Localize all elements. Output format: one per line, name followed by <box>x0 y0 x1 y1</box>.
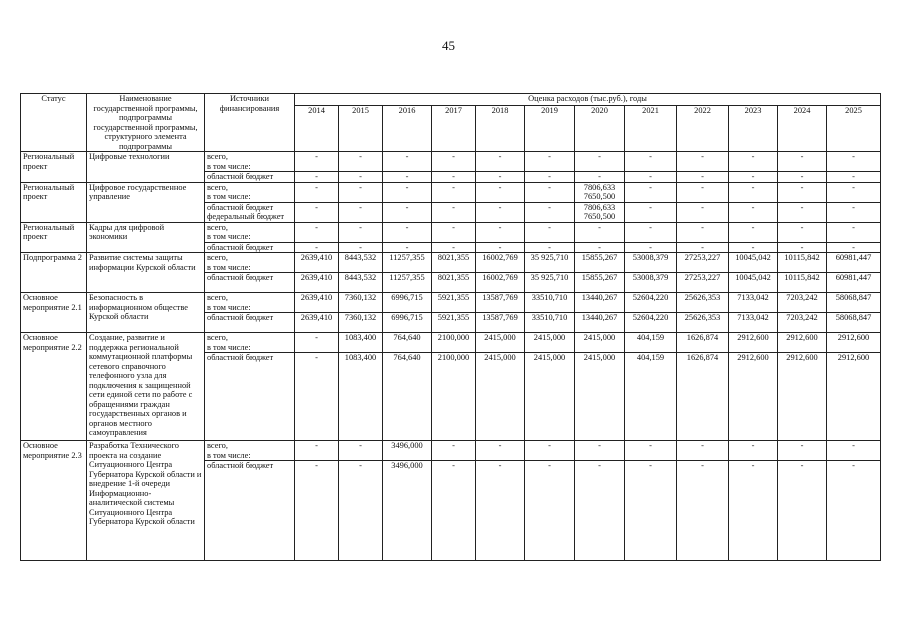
row-source: областной бюджет <box>205 242 295 253</box>
value-cell: - <box>295 461 339 561</box>
value-cell: - <box>432 461 476 561</box>
row-source: всего, в том числе: <box>205 293 295 313</box>
table-row <box>21 182 881 202</box>
value-cell: 5921,355 <box>432 313 476 333</box>
year-header: 2024 <box>778 106 827 152</box>
value-cell: - <box>729 242 778 253</box>
value-cell: 53008,379 <box>625 273 677 293</box>
value-cell: 2912,600 <box>827 333 881 353</box>
value-cell: - <box>575 172 625 183</box>
value-cell: - <box>677 242 729 253</box>
value-cell: - <box>525 202 575 222</box>
value-cell: 52604,220 <box>625 293 677 313</box>
value-cell: - <box>677 152 729 172</box>
table-row <box>21 152 881 172</box>
year-header: 2021 <box>625 106 677 152</box>
value-cell: - <box>625 182 677 202</box>
table-body <box>21 152 881 561</box>
value-cell: 2912,600 <box>778 353 827 441</box>
value-cell: 2415,000 <box>476 333 525 353</box>
value-cell: 404,159 <box>625 353 677 441</box>
table-row <box>21 222 881 242</box>
page-number: 45 <box>442 38 455 53</box>
value-cell: - <box>525 172 575 183</box>
value-cell: 2912,600 <box>729 353 778 441</box>
header-name: Наименование государственной программы, подпрограммы государственной программы, структурного элемента подпрограммы <box>87 94 205 152</box>
value-cell: - <box>432 202 476 222</box>
year-header: 2017 <box>432 106 476 152</box>
value-cell: 8021,355 <box>432 253 476 273</box>
header-estimate: Оценка расходов (тыс.руб.), годы <box>295 94 881 106</box>
value-cell: 2415,000 <box>525 333 575 353</box>
year-header: 2020 <box>575 106 625 152</box>
value-cell: - <box>778 222 827 242</box>
value-cell: 2912,600 <box>729 333 778 353</box>
value-cell: 7133,042 <box>729 313 778 333</box>
row-name: Развитие системы защиты информации Курской области <box>87 253 205 293</box>
value-cell: 16002,769 <box>476 253 525 273</box>
value-cell: 2100,000 <box>432 333 476 353</box>
value-cell: - <box>827 202 881 222</box>
value-cell: 1626,874 <box>677 333 729 353</box>
value-cell: - <box>625 222 677 242</box>
row-status: Подпрограмма 2 <box>21 253 87 293</box>
value-cell: - <box>625 441 677 461</box>
value-cell: - <box>575 461 625 561</box>
row-status: Основное мероприятие 2.2 <box>21 333 87 441</box>
value-cell: - <box>778 242 827 253</box>
value-cell: - <box>778 182 827 202</box>
value-cell: - <box>476 441 525 461</box>
row-name: Цифровые технологии <box>87 152 205 183</box>
header-row <box>21 94 881 106</box>
value-cell: - <box>295 182 339 202</box>
value-cell: - <box>677 441 729 461</box>
value-cell: - <box>827 242 881 253</box>
value-cell: - <box>575 242 625 253</box>
value-cell: - <box>432 172 476 183</box>
row-status: Региональный проект <box>21 182 87 222</box>
value-cell: - <box>729 182 778 202</box>
value-cell: 35 925,710 <box>525 273 575 293</box>
value-cell: 25626,353 <box>677 313 729 333</box>
value-cell: - <box>339 152 383 172</box>
year-header: 2014 <box>295 106 339 152</box>
value-cell: - <box>729 441 778 461</box>
value-cell: - <box>339 441 383 461</box>
value-cell: - <box>295 202 339 222</box>
year-header: 2015 <box>339 106 383 152</box>
value-cell: - <box>432 242 476 253</box>
value-cell: 8443,532 <box>339 273 383 293</box>
value-cell: 27253,227 <box>677 253 729 273</box>
value-cell: 7360,132 <box>339 313 383 333</box>
row-status: Основное мероприятие 2.1 <box>21 293 87 333</box>
value-cell: - <box>677 182 729 202</box>
value-cell: 7133,042 <box>729 293 778 313</box>
value-cell: 10045,042 <box>729 273 778 293</box>
value-cell: 15855,267 <box>575 253 625 273</box>
year-header: 2022 <box>677 106 729 152</box>
value-cell: - <box>729 202 778 222</box>
value-cell: 8443,532 <box>339 253 383 273</box>
row-source: всего, в том числе: <box>205 253 295 273</box>
value-cell: - <box>778 172 827 183</box>
value-cell: 2415,000 <box>525 353 575 441</box>
value-cell: 35 925,710 <box>525 253 575 273</box>
value-cell: 52604,220 <box>625 313 677 333</box>
value-cell: - <box>383 182 432 202</box>
value-cell: 7360,132 <box>339 293 383 313</box>
row-name: Кадры для цифровой экономики <box>87 222 205 253</box>
value-cell: - <box>778 441 827 461</box>
value-cell: 7203,242 <box>778 293 827 313</box>
value-cell: 7806,633 7650,500 <box>575 202 625 222</box>
value-cell: 5921,355 <box>432 293 476 313</box>
value-cell: - <box>295 172 339 183</box>
value-cell: - <box>827 222 881 242</box>
value-cell: 25626,353 <box>677 293 729 313</box>
row-status: Основное мероприятие 2.3 <box>21 441 87 561</box>
value-cell: - <box>476 182 525 202</box>
table-row <box>21 293 881 313</box>
value-cell: 764,640 <box>383 353 432 441</box>
row-name: Разработка Технического проекта на создание Ситуационного Центра Губернатора Курской области и внедрение 1-й очереди Информационно-аналитической системы Ситуационного Центра Губернатора Курской области <box>87 441 205 561</box>
value-cell: - <box>525 152 575 172</box>
year-header: 2016 <box>383 106 432 152</box>
year-header: 2023 <box>729 106 778 152</box>
value-cell: 2912,600 <box>778 333 827 353</box>
value-cell: - <box>476 222 525 242</box>
value-cell: - <box>778 202 827 222</box>
value-cell: 58068,847 <box>827 293 881 313</box>
value-cell: - <box>432 152 476 172</box>
value-cell: - <box>339 242 383 253</box>
value-cell: - <box>432 222 476 242</box>
row-status: Региональный проект <box>21 222 87 253</box>
row-source: всего, в том числе: <box>205 152 295 172</box>
value-cell: 13440,267 <box>575 293 625 313</box>
year-header: 2019 <box>525 106 575 152</box>
value-cell: 1083,400 <box>339 333 383 353</box>
table-row <box>21 333 881 353</box>
value-cell: 58068,847 <box>827 313 881 333</box>
year-header: 2018 <box>476 106 525 152</box>
value-cell: - <box>295 441 339 461</box>
value-cell: 2639,410 <box>295 313 339 333</box>
value-cell: - <box>295 152 339 172</box>
value-cell: - <box>295 242 339 253</box>
row-source: областной бюджет <box>205 313 295 333</box>
value-cell: - <box>432 182 476 202</box>
value-cell: 2415,000 <box>575 353 625 441</box>
value-cell: - <box>729 461 778 561</box>
value-cell: - <box>295 222 339 242</box>
value-cell: - <box>827 172 881 183</box>
value-cell: - <box>729 152 778 172</box>
value-cell: 6996,715 <box>383 293 432 313</box>
value-cell: 33510,710 <box>525 313 575 333</box>
value-cell: - <box>827 441 881 461</box>
value-cell: - <box>677 222 729 242</box>
row-source: всего, в том числе: <box>205 441 295 461</box>
value-cell: 15855,267 <box>575 273 625 293</box>
value-cell: - <box>432 441 476 461</box>
row-source: областной бюджет <box>205 461 295 561</box>
value-cell: - <box>827 152 881 172</box>
row-source: областной бюджет <box>205 172 295 183</box>
value-cell: 10045,042 <box>729 253 778 273</box>
row-source: областной бюджет <box>205 273 295 293</box>
value-cell: 2639,410 <box>295 293 339 313</box>
value-cell: 27253,227 <box>677 273 729 293</box>
value-cell: - <box>575 222 625 242</box>
value-cell: - <box>383 242 432 253</box>
value-cell: - <box>778 152 827 172</box>
table-row <box>21 441 881 461</box>
row-name: Цифровое государственное управление <box>87 182 205 222</box>
value-cell: 3496,000 <box>383 461 432 561</box>
value-cell: - <box>525 461 575 561</box>
budget-table <box>20 93 881 561</box>
value-cell: 60981,447 <box>827 273 881 293</box>
value-cell: - <box>339 202 383 222</box>
value-cell: 1083,400 <box>339 353 383 441</box>
year-header: 2025 <box>827 106 881 152</box>
value-cell: 3496,000 <box>383 441 432 461</box>
value-cell: - <box>827 182 881 202</box>
row-source: областной бюджет <box>205 353 295 441</box>
row-name: Создание, развитие и поддержка региональной коммутационной платформы сетевого справочного телефонного узла для подключения к защищенной сети единой сети по работе с обращениями граждан государственных органов и органов местного самоуправления <box>87 333 205 441</box>
value-cell: - <box>778 461 827 561</box>
value-cell: - <box>476 202 525 222</box>
value-cell: 11257,355 <box>383 253 432 273</box>
row-name: Безопасность в информационном обществе Курской области <box>87 293 205 333</box>
value-cell: - <box>476 152 525 172</box>
row-source: всего, в том числе: <box>205 222 295 242</box>
value-cell: - <box>677 202 729 222</box>
row-source: областной бюджет федеральный бюджет <box>205 202 295 222</box>
value-cell: - <box>295 353 339 441</box>
value-cell: 7203,242 <box>778 313 827 333</box>
value-cell: 2639,410 <box>295 253 339 273</box>
value-cell: - <box>729 172 778 183</box>
value-cell: - <box>625 152 677 172</box>
value-cell: 10115,842 <box>778 273 827 293</box>
value-cell: - <box>383 202 432 222</box>
value-cell: - <box>575 152 625 172</box>
value-cell: - <box>625 202 677 222</box>
value-cell: 33510,710 <box>525 293 575 313</box>
value-cell: - <box>383 152 432 172</box>
value-cell: - <box>525 441 575 461</box>
value-cell: 404,159 <box>625 333 677 353</box>
value-cell: - <box>677 172 729 183</box>
value-cell: - <box>729 222 778 242</box>
value-cell: - <box>525 222 575 242</box>
value-cell: 2415,000 <box>575 333 625 353</box>
value-cell: - <box>476 172 525 183</box>
value-cell: - <box>383 172 432 183</box>
value-cell: 13440,267 <box>575 313 625 333</box>
value-cell: 1626,874 <box>677 353 729 441</box>
header-sources: Источники финансирования <box>205 94 295 152</box>
value-cell: 2912,600 <box>827 353 881 441</box>
row-source: всего, в том числе: <box>205 333 295 353</box>
value-cell: - <box>625 172 677 183</box>
value-cell: - <box>339 222 383 242</box>
value-cell: 2100,000 <box>432 353 476 441</box>
value-cell: - <box>525 182 575 202</box>
value-cell: 10115,842 <box>778 253 827 273</box>
value-cell: - <box>295 333 339 353</box>
value-cell: - <box>677 461 729 561</box>
row-status: Региональный проект <box>21 152 87 183</box>
header-status: Статус <box>21 94 87 152</box>
value-cell: - <box>383 222 432 242</box>
value-cell: 2415,000 <box>476 353 525 441</box>
row-source: всего, в том числе: <box>205 182 295 202</box>
value-cell: 53008,379 <box>625 253 677 273</box>
value-cell: 6996,715 <box>383 313 432 333</box>
value-cell: - <box>339 182 383 202</box>
value-cell: - <box>476 242 525 253</box>
value-cell: - <box>339 461 383 561</box>
value-cell: 60981,447 <box>827 253 881 273</box>
value-cell: - <box>575 441 625 461</box>
value-cell: - <box>476 461 525 561</box>
value-cell: - <box>827 461 881 561</box>
value-cell: 13587,769 <box>476 313 525 333</box>
value-cell: 2639,410 <box>295 273 339 293</box>
value-cell: 8021,355 <box>432 273 476 293</box>
value-cell: - <box>525 242 575 253</box>
value-cell: 764,640 <box>383 333 432 353</box>
value-cell: 16002,769 <box>476 273 525 293</box>
value-cell: 11257,355 <box>383 273 432 293</box>
value-cell: - <box>339 172 383 183</box>
value-cell: 7806,633 7650,500 <box>575 182 625 202</box>
value-cell: - <box>625 461 677 561</box>
value-cell: - <box>625 242 677 253</box>
table-row <box>21 253 881 273</box>
value-cell: 13587,769 <box>476 293 525 313</box>
